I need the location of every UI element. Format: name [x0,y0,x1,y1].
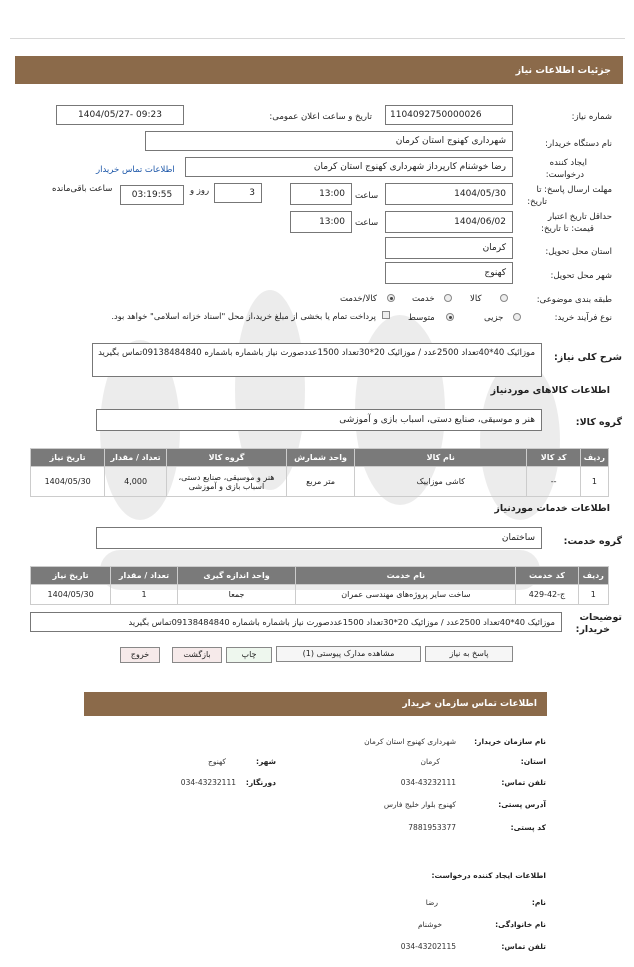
city-label: شهر محل تحویل: [550,271,612,281]
price-hour-label: ساعت [355,218,379,228]
services-table [30,566,609,605]
goods-group-field: هنر و موسیقی، صنایع دستی، اسباب بازی و آموزشی [96,409,542,431]
phone-value: 034-43232111 [400,778,456,787]
process-radio-medium[interactable] [446,313,454,321]
goods-col-qty: تعداد / مقدار [105,449,167,467]
payment-note: پرداخت تمام یا بخشی از مبلغ خرید،از محل "اسناد خزانه اسلامی" خواهد بود. [111,311,376,321]
contact-title: اطلاعات تماس سازمان خریدار [402,699,537,709]
goods-cell-unit: متر مربع [287,467,355,497]
postal-label: کد پستی: [510,823,546,832]
buyer-notes-label-1: توضیحات [579,612,622,623]
fax-label: دورنگار: [245,778,276,787]
reply-button[interactable]: پاسخ به نیاز [425,646,513,662]
service-group-label: گروه خدمت: [563,536,622,547]
price-date-field: 1404/06/02 [385,211,513,233]
remaining-time-field: 03:19:55 [120,185,184,205]
goods-col-unit: واحد شمارش [287,449,355,467]
buyer-org-label: نام دستگاه خریدار: [545,139,612,149]
goods-col-name: نام کالا [355,449,527,467]
creator-phone-value: 034-43202115 [400,942,456,951]
postal-value: 7881953377 [408,823,456,832]
page-header [15,56,623,84]
goods-cell-code: -- [527,467,580,497]
goods-group-label: گروه کالا: [575,417,622,428]
goods-col-date: تاریخ نیاز [31,449,105,467]
goods-table-header [31,449,609,467]
top-divider [10,38,625,39]
category-radio-goods[interactable] [500,294,508,302]
goods-table [30,448,609,497]
province-field: کرمان [385,237,513,259]
price-validity-label-2: قیمت: تا تاریخ: [541,224,594,234]
goods-cell-row: 1 [580,467,608,497]
services-section-title: اطلاعات خدمات موردنیاز [494,503,610,514]
price-time-field: 13:00 [290,211,352,233]
table-row [31,585,609,605]
summary-field: موزائیک 40*40تعداد 2500عدد / موزائیک 20*30تعداد 1500عددصورت نیاز باشماره باشماره 09138484840تماس بگیرید [92,343,542,377]
goods-col-code: کد کالا [527,449,580,467]
first-name-value: رضا [425,898,438,907]
services-col-date: تاریخ نیاز [31,567,111,585]
table-row [31,467,609,497]
org-name-value: شهرداری کهنوج استان کرمان [364,737,456,746]
reply-date-field: 1404/05/30 [385,183,513,205]
goods-cell-name: کاشی موزاییک [355,467,527,497]
services-table-header [31,567,609,585]
phone-label: تلفن تماس: [501,778,546,787]
exit-button[interactable]: خروج [120,647,160,663]
goods-cell-group: هنر و موسیقی، صنایع دستی، اسباب بازی و آموزشی [166,467,286,497]
announce-date-label: تاریخ و ساعت اعلان عمومی: [269,112,372,122]
org-name-label: نام سازمان خریدار: [474,737,546,746]
category-radio-service[interactable] [444,294,452,302]
city-info-label: شهر: [256,757,276,766]
address-value: کهنوج بلوار خلیج فارس [383,800,456,809]
category-option-goods: کالا [470,294,482,304]
services-col-qty: تعداد / مقدار [111,567,178,585]
services-cell-row: 1 [578,585,608,605]
creator-phone-label: تلفن تماس: [501,942,546,951]
goods-col-group: گروه کالا [166,449,286,467]
reply-time-field: 13:00 [290,183,352,205]
days-label: روز و [190,186,210,196]
services-cell-name: ساخت سایر پروژه‌های مهندسی عمران [296,585,516,605]
last-name-value: خوشنام [418,920,442,929]
treasury-checkbox[interactable] [382,311,390,319]
city-info-value: کهنوج [207,757,226,766]
last-name-label: نام خانوادگی: [495,920,546,929]
reply-hour-label: ساعت [355,191,379,201]
services-cell-unit: جمعا [177,585,296,605]
back-button[interactable]: بازگشت [172,647,222,663]
category-option-both: کالا/خدمت [340,294,377,304]
goods-section-title: اطلاعات کالاهای موردنیاز [490,385,610,396]
services-cell-date: 1404/05/30 [31,585,111,605]
need-number-label: شماره نیاز: [571,112,612,122]
contact-header [84,692,547,716]
remaining-days-field: 3 [214,183,262,203]
process-label: نوع فرآیند خرید: [554,313,612,323]
category-label: طبقه بندی موضوعی: [536,295,612,305]
address-label: آدرس پستی: [498,800,546,809]
services-cell-qty: 1 [111,585,178,605]
creator-info-title: اطلاعات ایجاد کننده درخواست: [431,871,546,880]
category-option-service: خدمت [412,294,435,304]
process-option-medium: متوسط [408,313,435,323]
services-col-name: نام خدمت [296,567,516,585]
reply-deadline-label-1: مهلت ارسال پاسخ: تا [536,185,612,195]
service-group-field: ساختمان [96,527,542,549]
announce-date-field: 1404/05/27- 09:23 [56,105,184,125]
fax-value: 034-43232111 [180,778,236,787]
creator-label-line1: ایجاد کننده [549,158,587,168]
need-number-field: 1104092750000026 [385,105,513,125]
services-col-code: کد خدمت [516,567,578,585]
summary-label: شرح کلی نیاز: [553,352,622,363]
buyer-notes-field: موزائیک 40*40تعداد 2500عدد / موزائیک 20*30تعداد 1500عددصورت نیاز باشماره باشماره 09138484840تماس بگیرید [30,612,562,632]
buyer-notes-label-2: خریدار: [575,624,610,635]
services-cell-code: ج-42-429 [516,585,578,605]
city-field: کهنوج [385,262,513,284]
print-button[interactable]: چاپ [226,647,272,663]
creator-label: درخواست: [545,170,584,180]
page-title: جزئیات اطلاعات نیاز [515,65,611,76]
services-col-unit: واحد اندازه گیری [177,567,296,585]
buyer-org-field: شهرداری کهنوج استان کرمان [145,131,513,151]
province-info-value: کرمان [420,757,440,766]
buyer-contact-link[interactable]: اطلاعات تماس خریدار [96,165,175,175]
creator-field: رضا خوشنام کارپرداز شهرداری کهنوج استان کرمان [185,157,513,177]
reply-deadline-label-2: تاریخ: [527,197,547,207]
attachments-button[interactable]: مشاهده مدارک پیوستی (1) [276,646,421,662]
province-info-label: استان: [520,757,546,766]
process-option-minor: جزیی [484,313,504,323]
services-col-row: ردیف [578,567,608,585]
goods-cell-date: 1404/05/30 [31,467,105,497]
price-validity-label-1: حداقل تاریخ اعتبار [547,212,612,222]
process-radio-minor[interactable] [513,313,521,321]
goods-cell-qty: 4,000 [105,467,167,497]
remaining-label: ساعت باقی‌مانده [52,184,113,194]
province-label: استان محل تحویل: [545,247,612,257]
first-name-label: نام: [531,898,546,907]
goods-col-row: ردیف [580,449,608,467]
category-radio-both[interactable] [387,294,395,302]
